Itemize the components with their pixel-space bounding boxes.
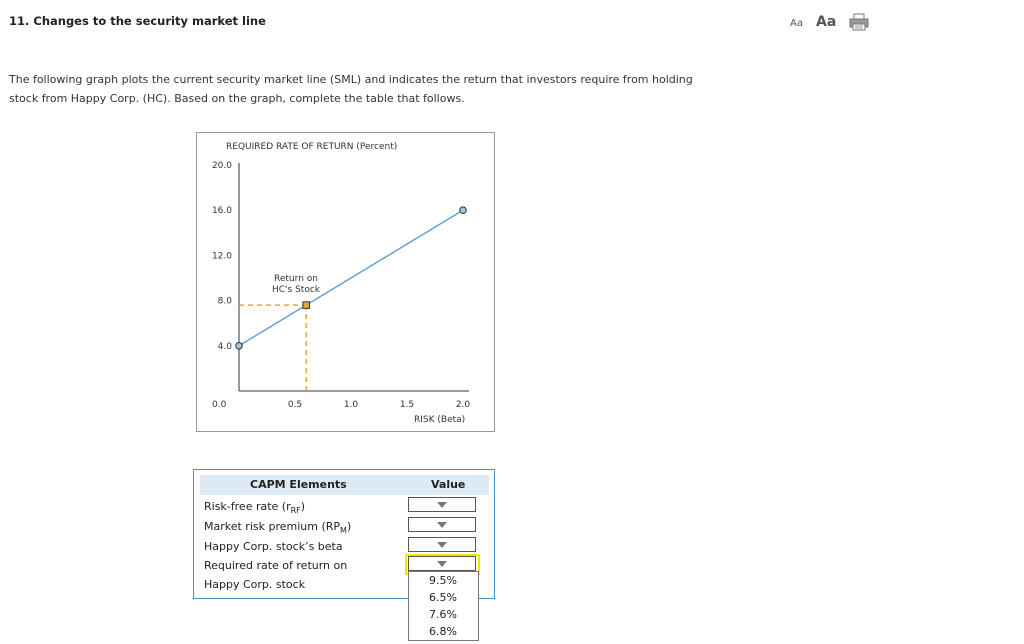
sml-line [239,210,463,346]
header-capm-elements: CAPM Elements [250,478,347,491]
row-required-return-line2: Happy Corp. stock [204,578,306,591]
risk-free-rate-dropdown[interactable] [408,497,476,512]
x-axis-label: RISK (Beta) [414,415,466,425]
x-tick-label: 2.0 [455,400,471,410]
dropdown-option[interactable]: 7.6% [429,608,457,621]
print-icon[interactable] [849,13,869,31]
table-header [200,475,489,495]
y-axis-label: REQUIRED RATE OF RETURN (Percent) [226,142,398,152]
x-tick-label: 1.5 [399,400,415,410]
chevron-down-icon [437,502,447,508]
intro-text: The following graph plots the current security market line (SML) and indicates the return that investors require from holding stock from Happy Corp. (HC). Based on the graph, complete the table that follows. [9,73,693,105]
sml-start-point [236,343,243,350]
question-title: 11. Changes to the security market line [9,14,266,28]
dropdown-menu [408,571,479,641]
font-size-large-button[interactable]: Aa [816,14,837,30]
sml-chart-svg [197,133,494,431]
row-required-return-line1: Required rate of return on [204,559,348,572]
chevron-down-icon [437,522,447,528]
annotation-line1: Return on [274,274,318,284]
y-tick-label: 16.0 [211,206,232,217]
y-tick-label: 8.0 [217,296,232,307]
dropdown-option[interactable]: 9.5% [429,574,457,587]
annotation-line2: HC's Stock [272,285,320,295]
x-tick-label-0: 0.0 [212,400,227,410]
sml-graph [196,132,495,432]
row-risk-free-rate: Risk-free rate $(r_{RF})$ [204,500,306,516]
hc-stock-point [303,302,310,309]
market-risk-premium-dropdown[interactable] [408,517,476,532]
dropdown-option[interactable]: 6.8% [429,625,457,638]
x-tick-label: 0.5 [287,400,303,410]
sml-end-point [460,207,467,214]
header-value: Value [431,478,466,491]
row-market-risk-premium: Market risk premium $(RP_M)$ [204,520,352,536]
y-tick-label: 4.0 [217,341,232,352]
x-tick-label: 1.0 [343,400,359,410]
y-tick-label: 12.0 [211,251,232,262]
dropdown-option[interactable]: 6.5% [429,591,457,604]
chevron-down-icon [437,542,447,548]
y-tick-label: 20.0 [211,161,232,171]
font-size-small-button[interactable]: Aa [790,18,803,29]
row-stock-beta: Happy Corp. stock’s beta [204,540,343,553]
stock-beta-dropdown[interactable] [408,537,476,552]
